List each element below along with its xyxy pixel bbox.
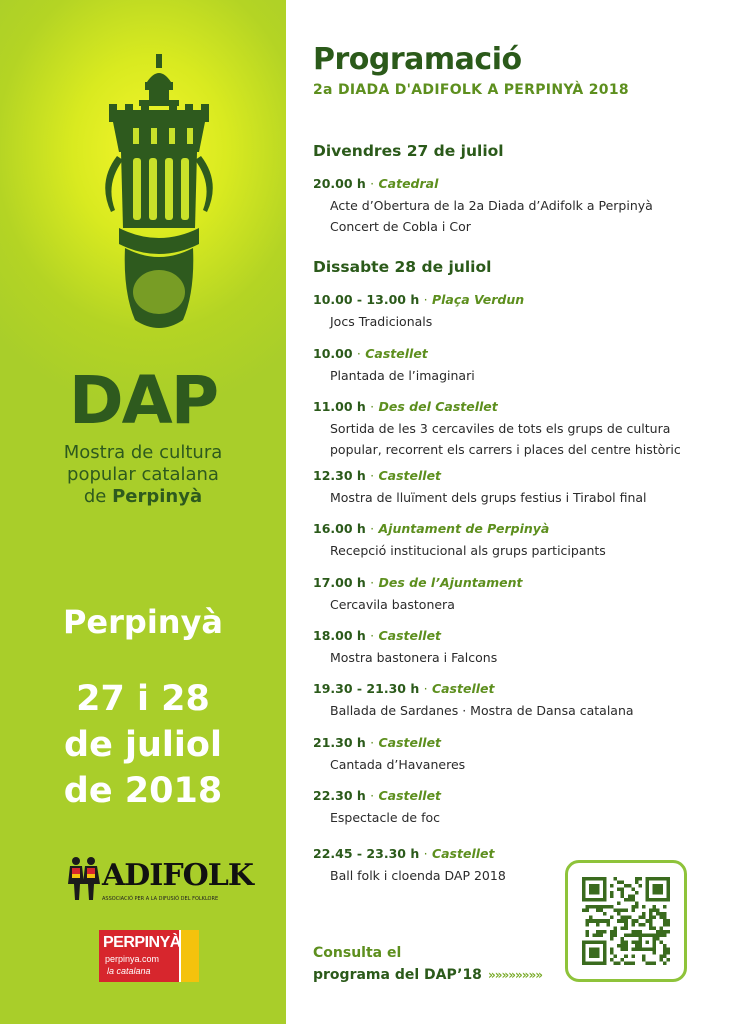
perpignan-logo-slogan: la catalana: [107, 966, 151, 976]
event-separator: ·: [356, 346, 361, 361]
day-heading: Dissabte 28 de juliol: [313, 258, 492, 276]
event-description: Espectacle de foc: [330, 810, 440, 825]
event-description: Cantada d’Havaneres: [330, 757, 466, 772]
consulta-program-link[interactable]: [313, 942, 542, 986]
event-description: Sortida de les 3 cercaviles de tots els grups de cultura: [330, 421, 671, 436]
dancers-icon: [66, 854, 102, 902]
event-time: 10.00 - 13.00 h: [313, 292, 420, 307]
event-place: Castellet: [431, 846, 495, 861]
event-place: Castellet: [378, 788, 442, 803]
dap-logo-title: DAP: [68, 362, 218, 439]
event-description: Ballada de Sardanes · Mostra de Dansa catalana: [330, 703, 634, 718]
consulta-line-2: [313, 964, 542, 986]
event-time-place: [313, 846, 494, 861]
event-time: 12.30 h: [313, 468, 366, 483]
dates-line-3: de 2018: [63, 771, 223, 811]
event-place: Castellet: [378, 735, 442, 750]
event-separator: ·: [370, 521, 375, 536]
event-time-place: [313, 681, 494, 696]
event-place: Des del Castellet: [378, 399, 498, 414]
event-separator: ·: [370, 788, 375, 803]
event-time: 16.00 h: [313, 521, 366, 536]
event-time: 20.00 h: [313, 176, 366, 191]
event-time-place: [313, 521, 549, 536]
event-time: 18.00 h: [313, 628, 366, 643]
event-time-place: [313, 292, 524, 307]
adifolk-subtitle: ASSOCIACIÓ PER A LA DIFUSIÓ DEL FOLKLORE: [102, 896, 219, 902]
event-time-place: [313, 575, 523, 590]
event-place: Castellet: [378, 628, 442, 643]
event-time-place: [313, 788, 441, 803]
event-separator: ·: [370, 468, 375, 483]
event-place: Plaça Verdun: [431, 292, 525, 307]
event-time-place: [313, 399, 498, 414]
event-description: Cercavila bastonera: [330, 597, 455, 612]
adifolk-logo: [66, 854, 253, 910]
consulta-line-1: Consulta el: [313, 945, 402, 961]
event-separator: ·: [423, 681, 428, 696]
event-place: Castellet: [378, 468, 442, 483]
qr-code[interactable]: [565, 860, 687, 982]
event-place: Castellet: [431, 681, 495, 696]
event-separator: ·: [370, 628, 375, 643]
event-tagline: [0, 442, 286, 508]
tagline-prefix: de: [83, 486, 113, 507]
event-separator: ·: [423, 846, 428, 861]
program-subtitle: 2a DIADA D'ADIFOLK A PERPINYÀ 2018: [313, 82, 629, 98]
event-time-place: [313, 468, 441, 483]
event-description: Plantada de l’imaginari: [330, 368, 475, 383]
perpignan-logo-name: PERPINYÀ: [103, 934, 181, 951]
event-separator: ·: [370, 735, 375, 750]
tagline-line-2: popular catalana: [67, 464, 219, 485]
event-time: 21.30 h: [313, 735, 366, 750]
event-time: 10.00: [313, 346, 353, 361]
adifolk-name: ADIFOLK: [102, 858, 253, 893]
event-description: Ball folk i cloenda DAP 2018: [330, 868, 506, 883]
perpignan-logo-yellow-block: [181, 930, 199, 982]
event-separator: ·: [370, 575, 375, 590]
event-time: 17.00 h: [313, 575, 366, 590]
perpignan-logo-site: perpinya.com: [105, 954, 160, 964]
dates-line-1: 27 i 28: [76, 679, 210, 719]
event-place: Ajuntament de Perpinyà: [378, 521, 550, 536]
consulta-program-name: programa del DAP’18: [313, 967, 482, 983]
event-place: Castellet: [365, 346, 428, 361]
qr-code-icon: [582, 877, 670, 965]
dates-line-2: de juliol: [64, 725, 222, 765]
castellet-tower-logo: [103, 52, 215, 336]
tagline-line-3: [0, 486, 286, 508]
event-time-place: [313, 628, 441, 643]
perpignan-logo: [99, 930, 199, 982]
event-description: Acte d’Obertura de la 2a Diada d’Adifolk a Perpinyà: [330, 198, 653, 213]
event-description: Mostra bastonera i Falcons: [330, 650, 498, 665]
event-separator: ·: [370, 399, 375, 414]
arrows-icon: »»»»»»»»: [487, 968, 542, 982]
event-time: 22.30 h: [313, 788, 366, 803]
event-description: Jocs Tradicionals: [330, 314, 433, 329]
tagline-line-1: Mostra de cultura: [63, 442, 223, 463]
event-description: Recepció institucional als grups participants: [330, 543, 606, 558]
event-time: 11.00 h: [313, 399, 366, 414]
city-name: Perpinyà: [62, 603, 224, 641]
event-time: 19.30 - 21.30 h: [313, 681, 420, 696]
left-panel: [0, 0, 286, 1024]
event-place: Des de l’Ajuntament: [378, 575, 523, 590]
event-description: popular, recorrent els carrers i places del centre històric: [330, 442, 681, 457]
event-description: Concert de Cobla i Cor: [330, 219, 471, 234]
event-place: Catedral: [378, 176, 439, 191]
event-time-place: [313, 735, 441, 750]
event-time: 22.45 - 23.30 h: [313, 846, 420, 861]
event-time-place: [313, 176, 438, 191]
event-separator: ·: [370, 176, 375, 191]
tagline-city: Perpinyà: [112, 486, 203, 507]
event-separator: ·: [423, 292, 428, 307]
event-time-place: [313, 346, 428, 361]
day-heading: Divendres 27 de juliol: [313, 142, 504, 160]
event-description: Mostra de lluïment dels grups festius i Tirabol final: [330, 490, 647, 505]
event-dates: [0, 676, 286, 814]
program-title: Programació: [313, 42, 522, 77]
